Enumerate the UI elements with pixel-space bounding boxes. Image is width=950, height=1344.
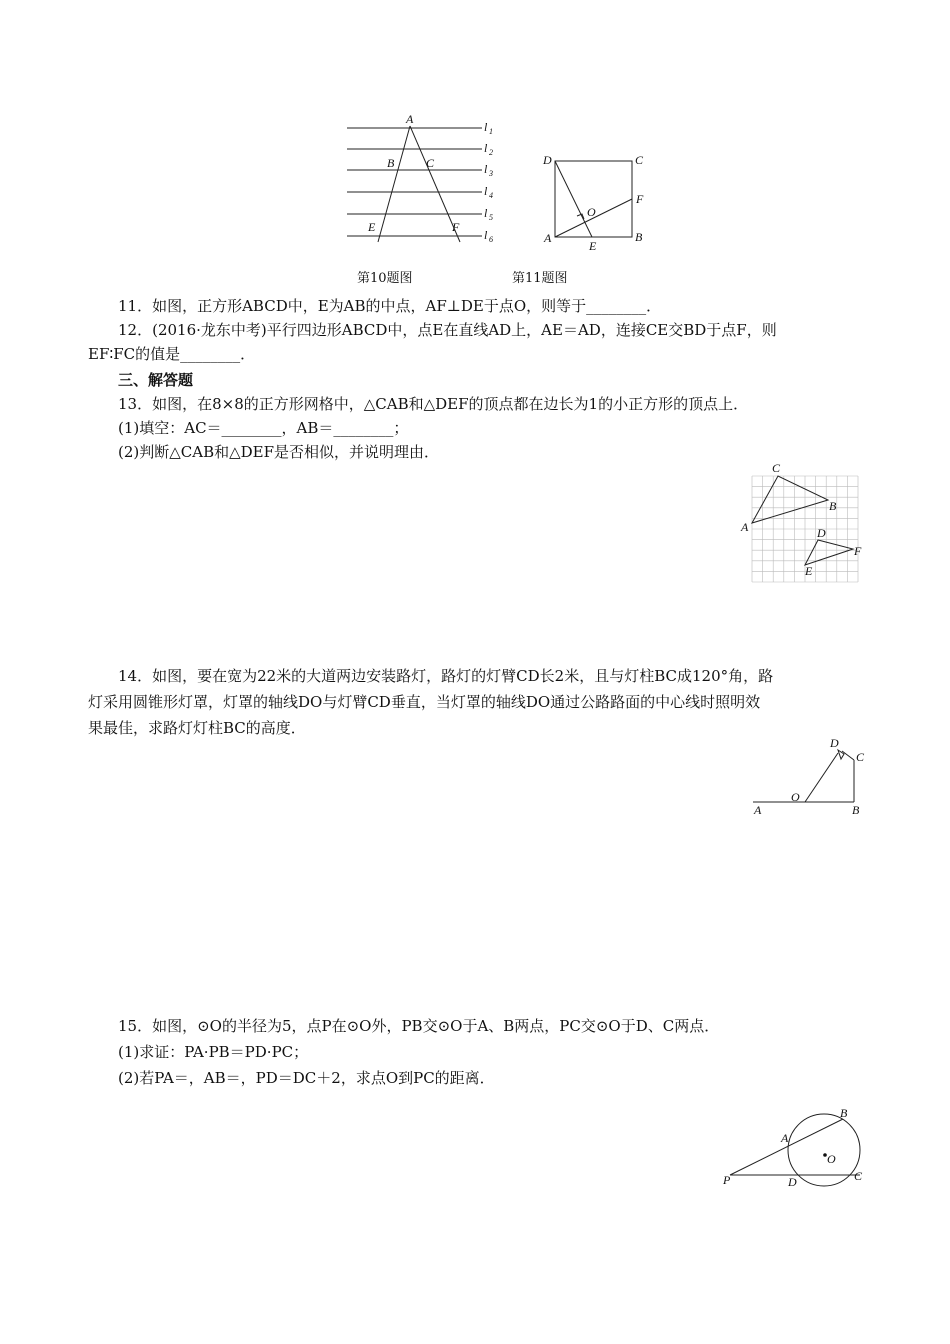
- fig15-label-D: D: [788, 1175, 797, 1189]
- question-15-line1: 15．如图，⊙O的半径为5，点P在⊙O外，PB交⊙O于A、B两点，PC交⊙O于D、C两点．: [118, 1017, 720, 1035]
- question-14-line1: 14．如图，要在宽为22米的大道两边安装路灯，路灯的灯臂CD长2米，且与灯柱BC成120°角，路: [118, 667, 774, 685]
- question-13-line1: 13．如图，在8×8的正方形网格中，△CAB和△DEF的顶点都在边长为1的小正方形的顶点上．: [118, 395, 749, 413]
- question-14-line3: 果最佳，求路灯灯柱BC的高度．: [88, 719, 306, 737]
- fig10-label-A: A: [406, 112, 414, 126]
- figure-14: [745, 732, 875, 822]
- svg-text:2: 2: [489, 148, 493, 157]
- fig11-label-E: E: [589, 239, 597, 253]
- fig11-label-F: F: [636, 192, 644, 206]
- fig13-label-E: E: [805, 564, 813, 578]
- caption-fig11: 第11题图: [512, 271, 568, 286]
- caption-fig10: 第10题图: [357, 271, 413, 286]
- svg-text:l: l: [484, 228, 488, 242]
- svg-text:l: l: [484, 141, 488, 155]
- svg-text:5: 5: [489, 213, 493, 222]
- svg-text:6: 6: [489, 235, 493, 244]
- fig11-label-D: D: [543, 153, 552, 167]
- fig11-label-B: B: [635, 230, 643, 244]
- question-15-line3: (2)若PA＝，AB＝，PD＝DC＋2，求点O到PC的距离．: [118, 1069, 495, 1087]
- svg-text:l: l: [484, 184, 488, 198]
- fig10-line-labels: [484, 120, 493, 244]
- figure-11: [535, 150, 655, 255]
- question-15-line2: (1)求证：PA·PB＝PD·PC；: [118, 1043, 309, 1061]
- question-11: 11．如图，正方形ABCD中，E为AB的中点，AF⊥DE于点O，则等于________．: [118, 297, 662, 315]
- fig10-label-E: E: [368, 220, 376, 234]
- svg-text:l: l: [484, 120, 488, 134]
- question-14-line2: 灯采用圆锥形灯罩，灯罩的轴线DO与灯臂CD垂直，当灯罩的轴线DO通过公路路面的中心线时照明效: [88, 693, 761, 711]
- question-13-line2: (1)填空：AC＝________，AB＝________；: [118, 419, 409, 437]
- section-heading: 三、解答题: [118, 371, 194, 389]
- fig10-label-B: B: [387, 156, 395, 170]
- fig14-label-C: C: [856, 750, 865, 764]
- fig11-label-C: C: [635, 153, 644, 167]
- fig13-label-D: D: [817, 526, 826, 540]
- svg-text:3: 3: [489, 169, 493, 178]
- fig15-label-P: P: [723, 1173, 731, 1187]
- figure-10: [340, 110, 510, 250]
- svg-text:l: l: [484, 206, 488, 220]
- svg-text:1: 1: [489, 127, 493, 136]
- fig13-label-C: C: [772, 461, 781, 475]
- fig13-label-A: A: [741, 520, 749, 534]
- fig13-label-B: B: [829, 499, 837, 513]
- question-13-line3: (2)判断△CAB和△DEF是否相似，并说明理由．: [118, 443, 440, 461]
- fig15-label-A: A: [781, 1131, 789, 1145]
- question-12-line2: EF∶FC的值是________．: [88, 345, 256, 363]
- question-12-line1: 12．(2016·龙东中考)平行四边形ABCD中，点E在直线AD上，AE＝AD，连接CE交BD于点F，则: [118, 321, 777, 339]
- fig13-label-F: F: [854, 544, 862, 558]
- figure-15: [718, 1100, 868, 1195]
- fig15-label-O: O: [827, 1152, 836, 1166]
- fig15-label-C: C: [854, 1169, 863, 1183]
- figure-13: [736, 458, 866, 583]
- svg-text:4: 4: [489, 191, 493, 200]
- fig14-label-O: O: [791, 790, 800, 804]
- fig10-label-F: F: [452, 220, 460, 234]
- fig10-label-C: C: [426, 156, 435, 170]
- fig11-label-A: A: [544, 231, 552, 245]
- fig14-label-B: B: [852, 803, 860, 817]
- fig11-label-O: O: [587, 205, 596, 219]
- fig15-label-B: B: [840, 1106, 848, 1120]
- fig14-label-D: D: [830, 736, 839, 750]
- svg-text:l: l: [484, 162, 488, 176]
- fig14-label-A: A: [754, 803, 762, 817]
